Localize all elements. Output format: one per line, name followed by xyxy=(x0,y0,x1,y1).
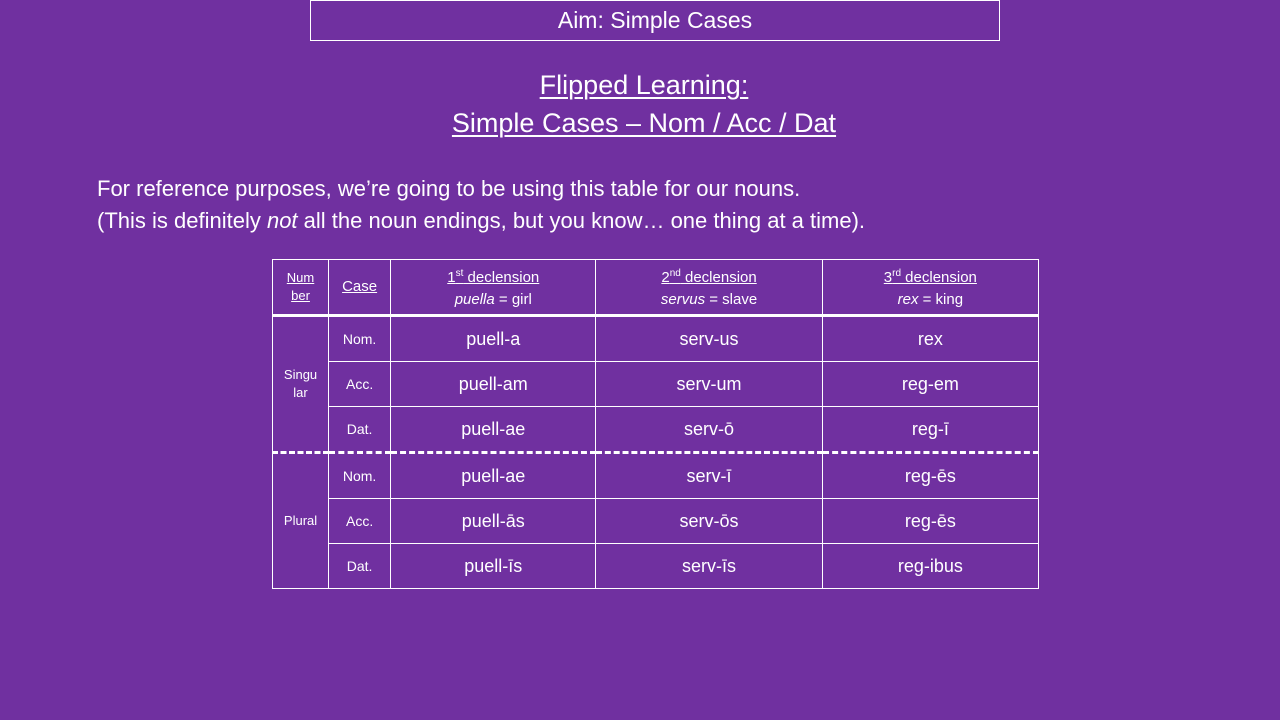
decl-2-label: declension xyxy=(680,269,757,286)
header-declension-3 xyxy=(822,260,1038,316)
table-cell: reg-ēs xyxy=(822,499,1038,544)
table-row xyxy=(273,362,1039,407)
decl-2-number: 2 xyxy=(661,269,670,286)
decl-2-word: servus xyxy=(660,291,706,308)
table-cell: serv-us xyxy=(596,316,822,362)
table-cell: serv-ōs xyxy=(596,499,822,544)
table-row xyxy=(273,499,1039,544)
decl-3-suffix: rd xyxy=(892,268,902,279)
table-cell: rex xyxy=(822,316,1038,362)
intro-line-2 xyxy=(97,205,865,237)
table-cell: puell-am xyxy=(391,362,596,407)
header-declension-1 xyxy=(391,260,596,316)
header-declension-2 xyxy=(596,260,822,316)
table-row xyxy=(273,453,1039,499)
decl-3-word: rex xyxy=(897,291,919,308)
table-cell: reg-ī xyxy=(822,407,1038,453)
decl-2-suffix: nd xyxy=(669,268,681,279)
singular-part-2: lar xyxy=(293,385,308,400)
case-label: Dat. xyxy=(329,544,391,589)
table-cell: reg-ēs xyxy=(822,453,1038,499)
decl-3-label: declension xyxy=(901,269,977,286)
header-number-part-1: Num xyxy=(286,270,315,285)
table-cell: serv-ī xyxy=(596,453,822,499)
singular-part-1: Singu xyxy=(283,367,318,382)
table-cell: puell-ās xyxy=(391,499,596,544)
intro-text xyxy=(97,173,865,237)
table-cell: puell-īs xyxy=(391,544,596,589)
case-label: Acc. xyxy=(329,499,391,544)
intro-line-2-end: all the noun endings, but you know… one thing at a time). xyxy=(297,208,866,233)
decl-1-meaning: = girl xyxy=(494,291,532,308)
table-row xyxy=(273,407,1039,453)
table-row xyxy=(273,544,1039,589)
table-cell: serv-īs xyxy=(596,544,822,589)
case-label: Dat. xyxy=(329,407,391,453)
header-number-part-2: ber xyxy=(291,288,310,303)
header-number xyxy=(273,260,329,316)
table-row xyxy=(273,316,1039,362)
decl-2-meaning: = slave xyxy=(705,291,758,308)
table-cell: reg-em xyxy=(822,362,1038,407)
table-cell: serv-um xyxy=(596,362,822,407)
slide-title xyxy=(0,66,1280,142)
number-plural xyxy=(273,453,329,589)
title-line-2: Simple Cases – Nom / Acc / Dat xyxy=(451,108,837,138)
intro-line-2-start: (This is definitely xyxy=(97,208,267,233)
intro-line-2-emphasis: not xyxy=(266,208,298,233)
decl-1-number: 1 xyxy=(447,269,456,286)
decl-3-meaning: = king xyxy=(918,291,964,308)
table-cell: reg-ibus xyxy=(822,544,1038,589)
header-case-label: Case xyxy=(342,278,378,295)
decl-1-label: declension xyxy=(463,269,540,286)
decl-1-word: puella xyxy=(454,291,495,308)
table-cell: serv-ō xyxy=(596,407,822,453)
case-label: Nom. xyxy=(329,453,391,499)
table-cell: puell-a xyxy=(391,316,596,362)
plural-label: Plural xyxy=(283,513,318,528)
case-label: Acc. xyxy=(329,362,391,407)
decl-1-suffix: st xyxy=(455,268,464,279)
header-case xyxy=(329,260,391,316)
table-cell: puell-ae xyxy=(391,453,596,499)
case-label: Nom. xyxy=(329,316,391,362)
title-line-1: Flipped Learning: xyxy=(539,70,749,100)
aim-box: Aim: Simple Cases xyxy=(310,0,1000,41)
header-row xyxy=(273,260,1039,316)
intro-line-1: For reference purposes, we’re going to be using this table for our nouns. xyxy=(97,176,801,201)
number-singular xyxy=(273,316,329,453)
decl-3-number: 3 xyxy=(883,269,893,286)
table-cell: puell-ae xyxy=(391,407,596,453)
declension-table xyxy=(272,259,1039,589)
